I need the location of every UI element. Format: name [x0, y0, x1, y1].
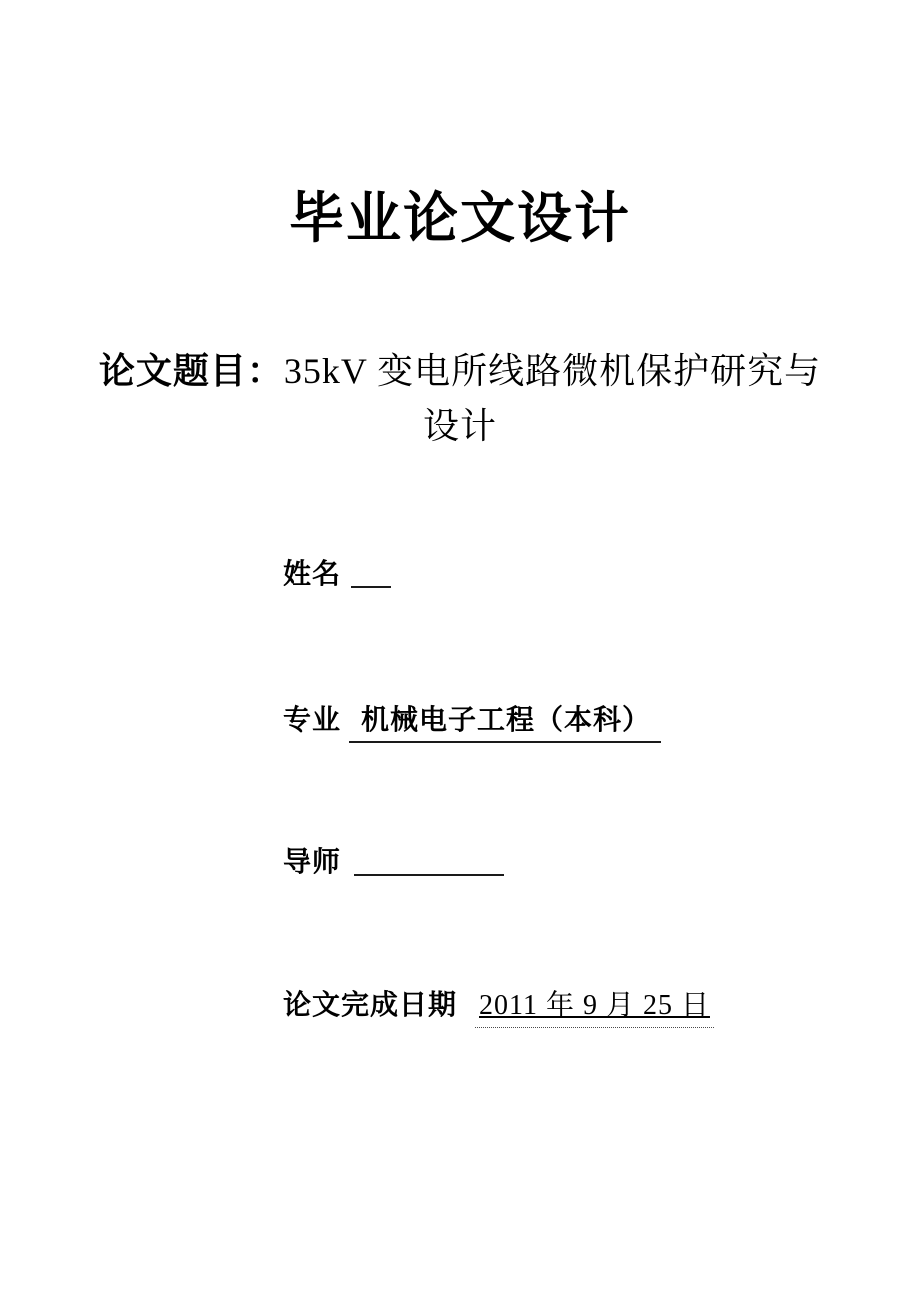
main-title: 毕业论文设计: [288, 188, 631, 249]
thesis-title-paragraph: [0, 344, 920, 454]
completion-date-label: 论文完成日期: [283, 990, 458, 1021]
advisor-field-row: [283, 840, 504, 880]
advisor-label: 导师: [283, 847, 342, 878]
thesis-title-line1: 35kV 变电所线路微机保护研究与: [283, 351, 822, 391]
name-field-row: [283, 552, 391, 592]
advisor-blank-line: [354, 846, 504, 876]
major-field-row: [283, 698, 661, 743]
name-blank-line: [351, 558, 391, 588]
major-label: 专业: [283, 705, 342, 736]
major-value: 机械电子工程（本科）: [349, 698, 661, 743]
name-label: 姓名: [283, 559, 342, 590]
completion-date-value: 2011 年 9 月 25 日: [475, 983, 714, 1028]
completion-date-field-row: [283, 983, 714, 1028]
thesis-title-label: 论文题目：: [98, 351, 284, 391]
thesis-title-line2: 设计: [422, 406, 497, 446]
